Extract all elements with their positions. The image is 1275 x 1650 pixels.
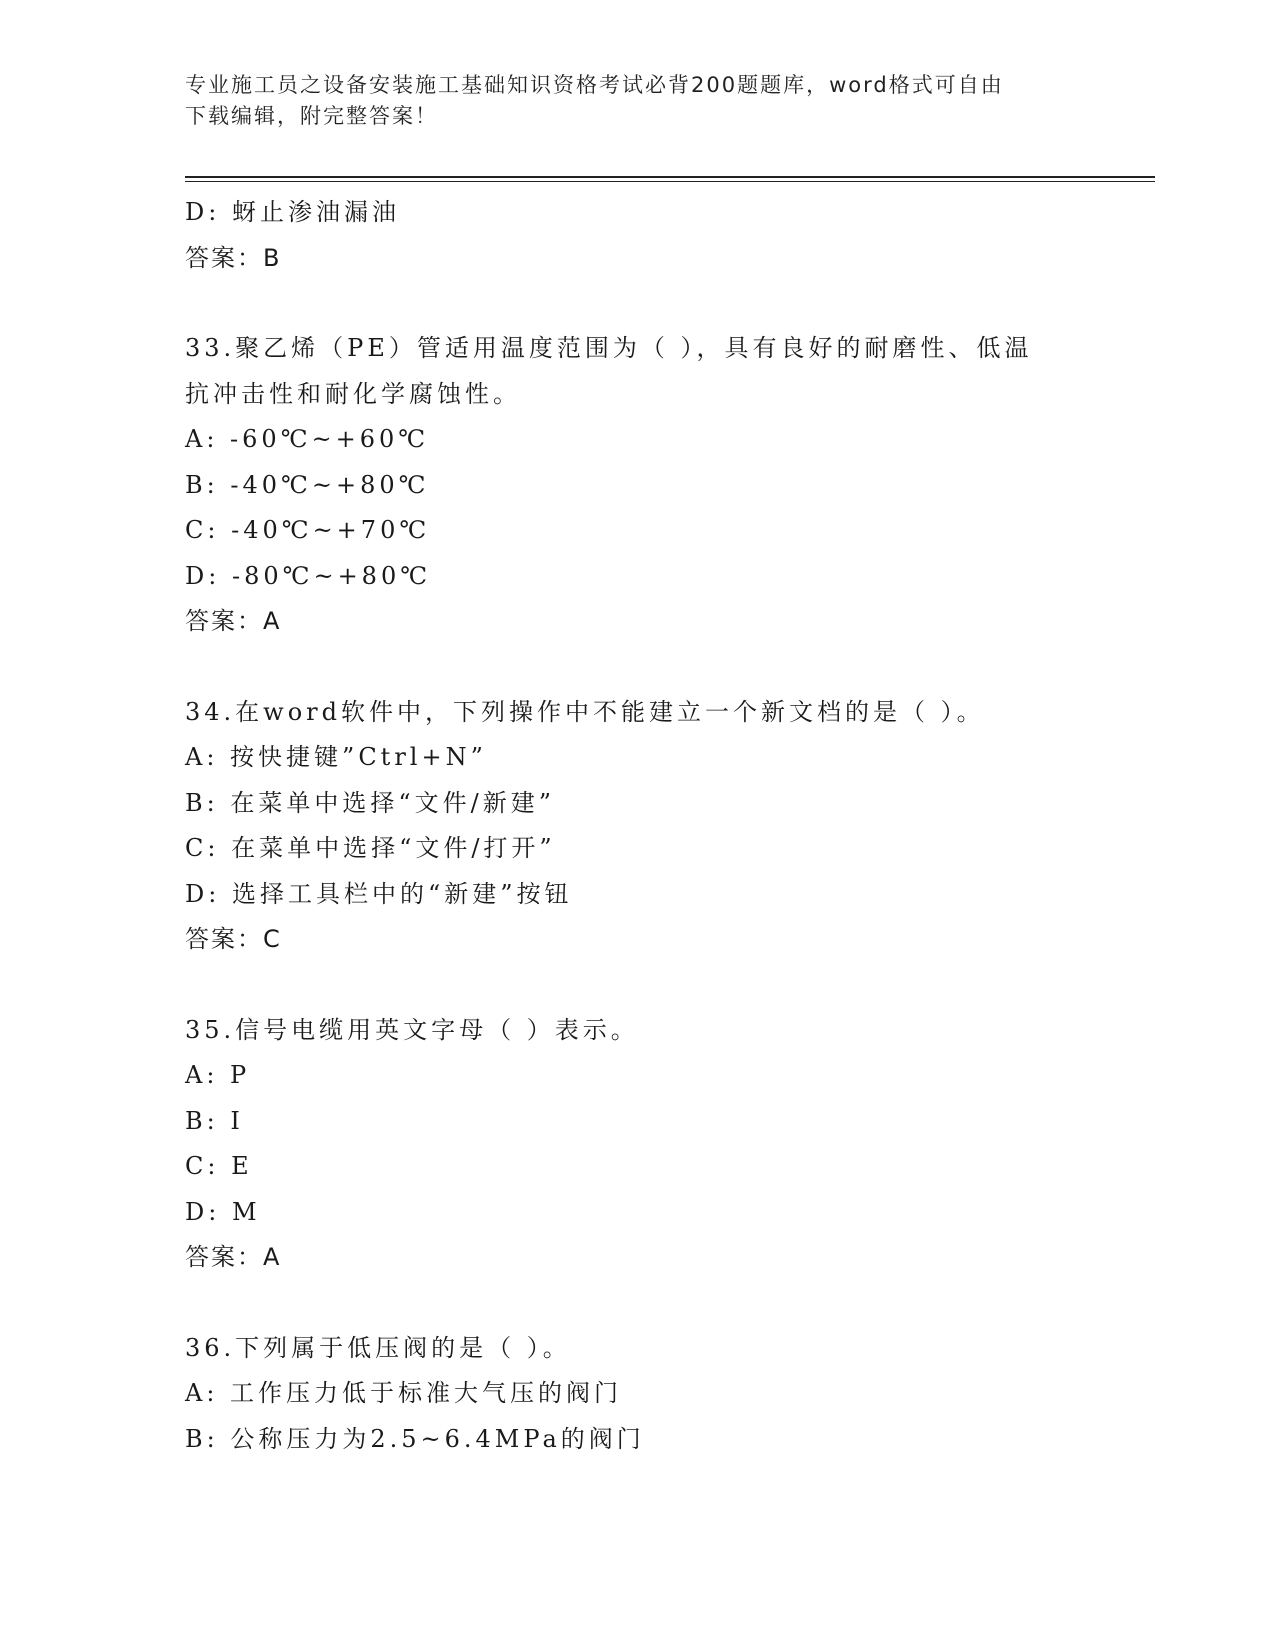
question-stem: 抗冲击性和耐化学腐蚀性。 bbox=[185, 379, 521, 408]
option-b: B: I bbox=[185, 1106, 244, 1135]
option-b: B: -40℃~+80℃ bbox=[185, 470, 430, 499]
document-header bbox=[185, 70, 1085, 132]
answer: 答案：A bbox=[185, 1243, 282, 1271]
previous-option-d: D: 蚜止渗油漏油 bbox=[185, 198, 400, 226]
option-c: C: E bbox=[185, 1152, 253, 1180]
question-stem: 35.信号电缆用英文字母（ ）表示。 bbox=[185, 1015, 639, 1044]
option-a: A: 按快捷键”Ctrl+N” bbox=[185, 743, 487, 771]
option-d: D: M bbox=[185, 1197, 261, 1226]
question-36 bbox=[185, 1326, 1085, 1463]
option-b: B: 公称压力为2.5~6.4MPa的阀门 bbox=[185, 1424, 645, 1453]
header-rule-thick bbox=[185, 176, 1155, 178]
spacer bbox=[185, 645, 1085, 690]
question-stem: 34.在word软件中，下列操作中不能建立一个新文档的是（ ）。 bbox=[185, 697, 985, 726]
option-a: A: P bbox=[185, 1061, 251, 1089]
previous-answer: 答案：B bbox=[185, 243, 282, 272]
question-stem: 36.下列属于低压阀的是（ ）。 bbox=[185, 1333, 571, 1362]
question-stem: 33.聚乙烯（PE）管适用温度范围为（ ），具有良好的耐磨性、低温 bbox=[185, 334, 1033, 362]
spacer bbox=[185, 281, 1085, 326]
option-d: D: 选择工具栏中的“新建”按钮 bbox=[185, 879, 573, 908]
option-b: B: 在菜单中选择“文件/新建” bbox=[185, 788, 555, 817]
spacer bbox=[185, 1281, 1085, 1326]
option-a: A: 工作压力低于标准大气压的阀门 bbox=[185, 1379, 623, 1407]
spacer bbox=[185, 963, 1085, 1008]
header-rule-thin bbox=[185, 181, 1155, 182]
question-35 bbox=[185, 1008, 1085, 1281]
question-33 bbox=[185, 326, 1085, 645]
header-line-2: 下载编辑，附完整答案！ bbox=[185, 104, 438, 128]
option-d: D: -80℃~+80℃ bbox=[185, 561, 432, 590]
question-list bbox=[185, 190, 1085, 1462]
answer: 答案：A bbox=[185, 607, 282, 635]
header-line-1: 专业施工员之设备安装施工基础知识资格考试必背200题题库，word格式可自由 bbox=[185, 73, 1004, 97]
option-c: C: 在菜单中选择“文件/打开” bbox=[185, 834, 556, 862]
question-34 bbox=[185, 690, 1085, 963]
option-c: C: -40℃~+70℃ bbox=[185, 516, 431, 544]
option-a: A: -60℃~+60℃ bbox=[185, 425, 430, 453]
answer: 答案：C bbox=[185, 925, 282, 953]
